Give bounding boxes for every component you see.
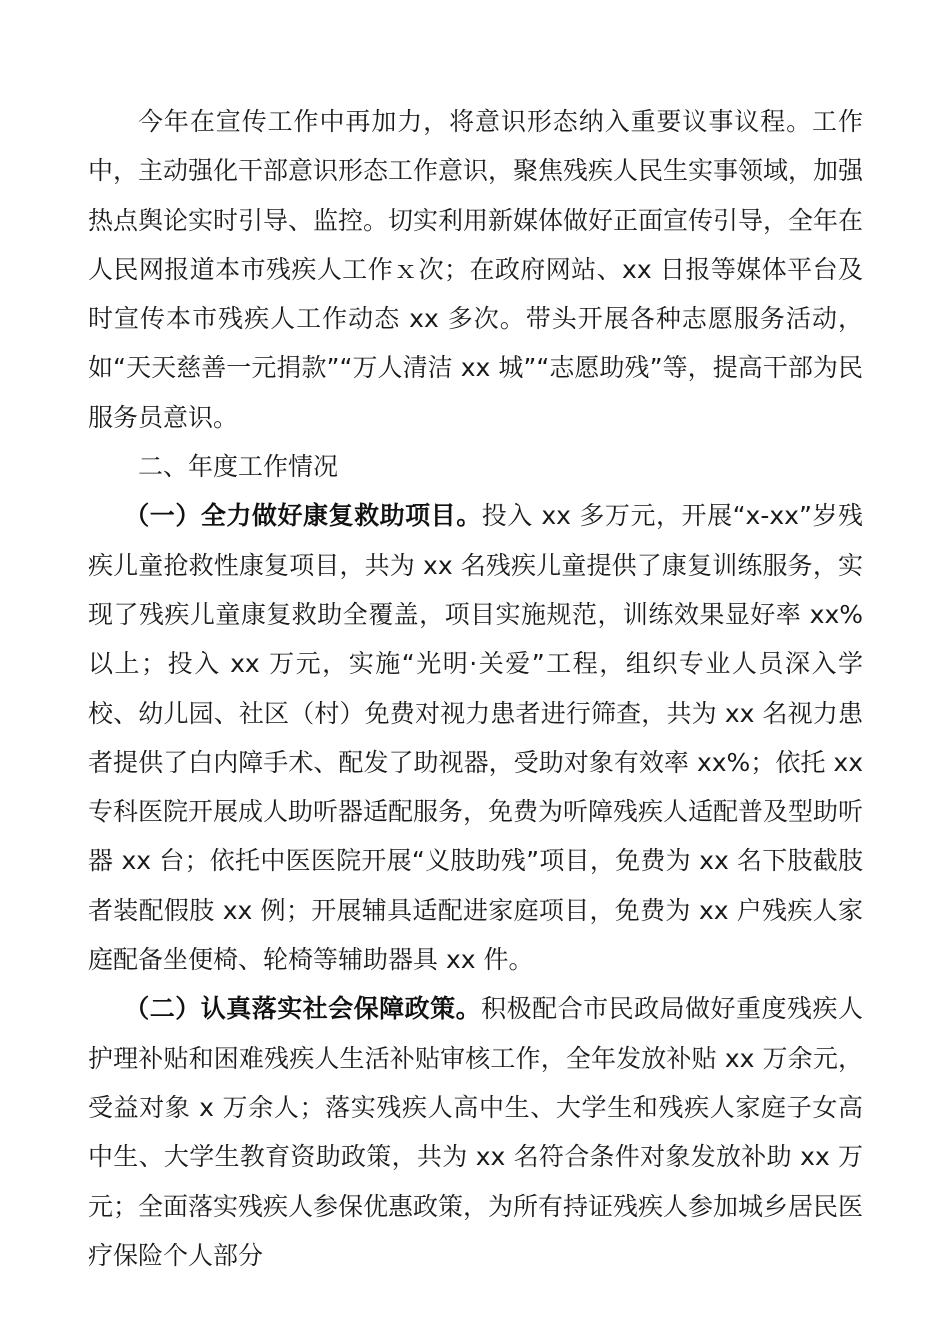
document-body	[88, 97, 863, 1280]
paragraph-text: 投入 xx 多万元，开展“x-xx”岁残疾儿童抢救性康复项目，共为 xx 名残疾儿童提供了康复训练服务，实现了残疾儿童康复救助全覆盖，项目实施规范，训练效果显好率 xx%以上；投入 xx 万元，实施“光明·关爱”工程，组织专业人员深入学校、幼儿园、社区（村）免费对视力患者进行筛查，共为 xx 名视力患者提供了白内障手术、配发了助视器，受助对象有效率 xx%；依托 xx 专科医院开展成人助听器适配服务，免费为听障残疾人适配普及型助听器 xx 台；依托中医医院开展“义肢助残”项目，免费为 xx 名下肢截肢者装配假肢 xx 例；开展辅具适配进家庭项目，免费为 xx 户残疾人家庭配备坐便椅、轮椅等辅助器具 xx 件。	[88, 501, 864, 975]
paragraph-rehabilitation	[88, 491, 863, 984]
section-heading-text: 二、年度工作情况	[138, 452, 339, 482]
paragraph-lead-bold: （二）认真落实社会保障政策。	[124, 994, 482, 1024]
paragraph-propaganda	[88, 97, 863, 442]
paragraph-lead-bold: （一）全力做好康复救助项目。	[124, 501, 482, 531]
paragraph-social-security	[88, 984, 863, 1280]
section-heading-annual-work	[88, 442, 863, 491]
paragraph-text: 今年在宣传工作中再加力，将意识形态纳入重要议事议程。工作中，主动强化干部意识形态工作意识，聚焦残疾人民生实事领域，加强热点舆论实时引导、监控。切实利用新媒体做好正面宣传引导，全年在人民网报道本市残疾人工作ｘ次；在政府网站、xx 日报等媒体平台及时宣传本市残疾人工作动态 xx 多次。带头开展各种志愿服务活动，如“天天慈善一元捐款”“万人清洁 xx 城”“志愿助残”等，提高干部为民服务员意识。	[88, 107, 864, 432]
paragraph-text: 积极配合市民政局做好重度残疾人护理补贴和困难残疾人生活补贴审核工作，全年发放补贴 xx 万余元，受益对象 x 万余人；落实残疾人高中生、大学生和残疾人家庭子女高中生、大学生教育资助政策，共为 xx 名符合条件对象发放补助 xx 万元；全面落实残疾人参保优惠政策，为所有持证残疾人参加城乡居民医疗保险个人部分	[88, 994, 864, 1270]
